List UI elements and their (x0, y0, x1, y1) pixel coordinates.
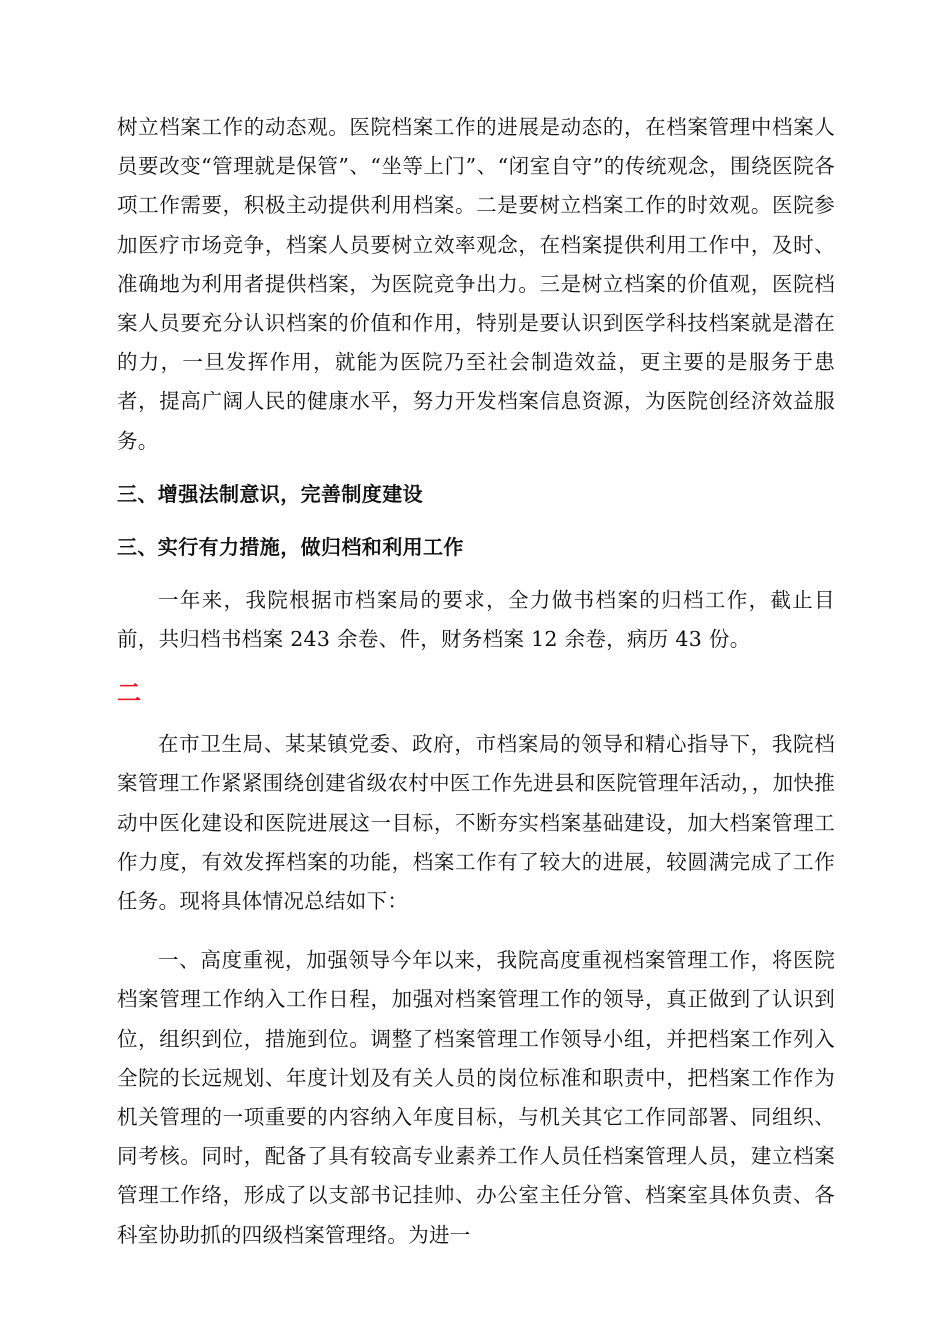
paragraph-leadership: 一、高度重视，加强领导今年以来，我院高度重视档案管理工作，将医院档案管理工作纳入工作日程，加强对档案管理工作的领导，真正做到了认识到位，组织到位，措施到位。调整了档案管理工作领导小组，并把档案工作列入全院的长远规划、年度计划及有关人员的岗位标准和职责中，把档案工作作为机关管理的一项重要的内容纳入年度目标，与机关其它工作同部署、同组织、同考核。同时，配备了具有较高专业素养工作人员任档案管理人员，建立档案管理工作络，形成了以支部书记挂帅、办公室主任分管、档案室具体负责、各科室协助抓的四级档案管理络。为进一 (117, 948, 835, 1247)
paragraph-summary-intro: 在市卫生局、某某镇党委、政府，市档案局的领导和精心指导下，我院档案管理工作紧紧围绕创建省级农村中医工作先进县和医院管理年活动，，加快推动中医化建设和医院进展这一目标，不断夯实档案基础建设，加大档案管理工作力度，有效发挥档案的功能，档案工作有了较大的进展，较圆满完成了工作任务。现将具体情况总结如下： (117, 732, 835, 914)
document-page (117, 108, 835, 1255)
paragraph-archive-stats: 一年来，我院根据市档案局的要求，全力做书档案的归档工作，截止目前，共归档书档案 243 余卷、件，财务档案 12 余卷，病历 43 份。 (117, 587, 835, 652)
heading-effective-measures: 三、实行有力措施，做归档和利用工作 (117, 534, 464, 559)
section-mark: 二 (117, 679, 141, 708)
paragraph-archive-values: 树立档案工作的动态观。医院档案工作的进展是动态的，在档案管理中档案人员要改变“管理就是保管”、“坐等上门”、“闭室自守”的传统观念，围绕医院各项工作需要，积极主动提供利用档案。二是要树立档案工作的时效观。医院参加医疗市场竞争，档案人员要树立效率观念，在档案提供利用工作中，及时、准确地为利用者提供档案，为医院竞争出力。三是树立档案的价值观，医院档案人员要充分认识档案的价值和作用，特别是要认识到医学科技档案就是潜在的力，一旦发挥作用，就能为医院乃至社会制造效益，更主要的是服务于患者，提高广阔人民的健康水平，努力开发档案信息资源，为医院创经济效益服务。 (117, 115, 835, 453)
heading-legal-awareness: 三、增强法制意识，完善制度建设 (117, 481, 423, 506)
